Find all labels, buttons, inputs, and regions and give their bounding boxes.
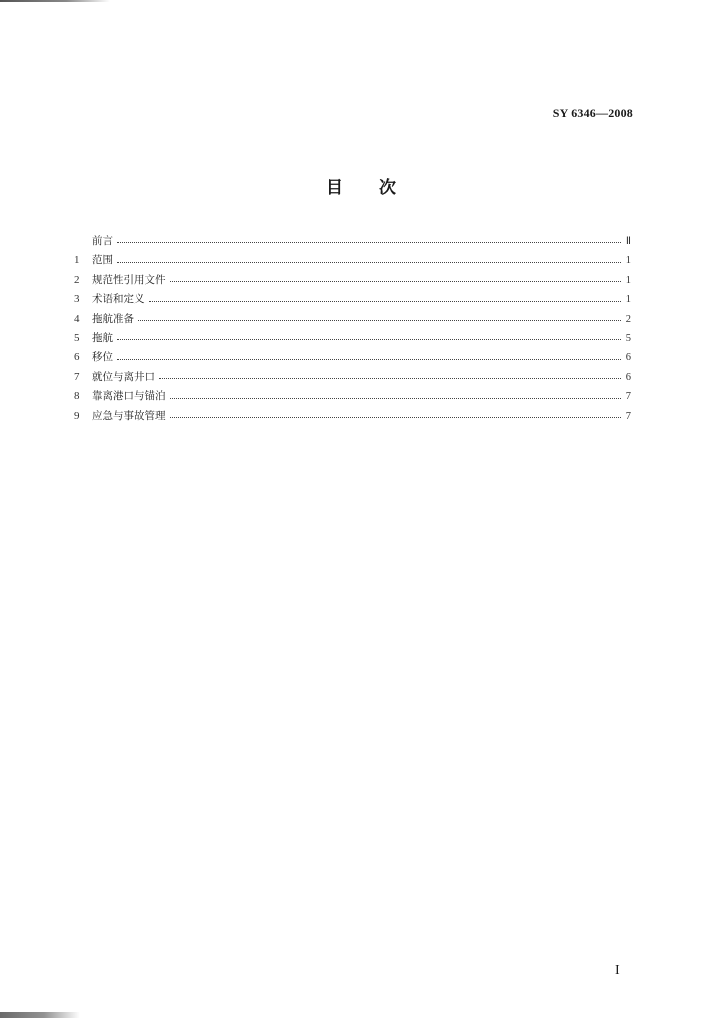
scan-artifact-top bbox=[0, 0, 110, 2]
dot-leader bbox=[170, 398, 622, 399]
toc-entry-page: 6 bbox=[625, 371, 631, 383]
dot-leader bbox=[159, 378, 621, 379]
toc-entry-port-anchoring[interactable] bbox=[74, 387, 631, 406]
toc-entry-title: 就位与离井口 bbox=[92, 370, 155, 383]
toc-entry-relocation[interactable] bbox=[74, 348, 631, 367]
dot-leader bbox=[117, 262, 621, 263]
toc-entry-page: 7 bbox=[625, 410, 631, 422]
toc-entry-number: 8 bbox=[74, 390, 80, 403]
toc-entry-towing-preparation[interactable] bbox=[74, 310, 631, 329]
toc-entry-page: 2 bbox=[625, 313, 631, 325]
document-code: SY 6346—2008 bbox=[552, 106, 633, 120]
scan-artifact-bottom bbox=[0, 1012, 80, 1018]
toc-entry-page: 1 bbox=[625, 255, 631, 267]
page-number: I bbox=[615, 963, 620, 978]
toc-entry-scope[interactable] bbox=[74, 251, 631, 270]
toc-entry-title: 应急与事故管理 bbox=[92, 409, 166, 422]
toc-entry-number: 7 bbox=[74, 370, 80, 383]
toc-entry-page: 6 bbox=[625, 352, 631, 364]
toc-entry-emergency-management[interactable] bbox=[74, 407, 631, 426]
table-of-contents bbox=[74, 232, 631, 426]
toc-entry-normative-references[interactable] bbox=[74, 271, 631, 290]
toc-entry-title: 拖航准备 bbox=[92, 312, 134, 325]
toc-entry-page: 7 bbox=[625, 391, 631, 403]
toc-entry-title: 移位 bbox=[92, 351, 113, 364]
toc-entry-towing[interactable] bbox=[74, 329, 631, 348]
toc-entry-page: Ⅱ bbox=[625, 236, 631, 247]
dot-leader bbox=[149, 301, 622, 302]
toc-entry-number: 9 bbox=[74, 409, 80, 422]
dot-leader bbox=[170, 281, 622, 282]
toc-entry-number: 3 bbox=[74, 293, 80, 306]
toc-entry-number: 6 bbox=[74, 351, 80, 364]
toc-entry-number: 2 bbox=[74, 273, 80, 286]
toc-entry-terms-definitions[interactable] bbox=[74, 290, 631, 309]
dot-leader bbox=[117, 242, 621, 243]
toc-entry-page: 1 bbox=[625, 294, 631, 306]
dot-leader bbox=[138, 320, 621, 321]
toc-entry-page: 1 bbox=[625, 274, 631, 286]
toc-entry-number: 1 bbox=[74, 254, 80, 267]
toc-entry-page: 5 bbox=[625, 332, 631, 344]
dot-leader bbox=[170, 417, 622, 418]
toc-entry-positioning[interactable] bbox=[74, 368, 631, 387]
toc-entry-foreword[interactable] bbox=[74, 232, 631, 251]
toc-entry-title: 术语和定义 bbox=[92, 293, 145, 306]
toc-entry-title: 规范性引用文件 bbox=[92, 273, 166, 286]
toc-entry-number: 5 bbox=[74, 331, 80, 344]
page-title: 目次 bbox=[326, 178, 432, 198]
toc-entry-title: 靠离港口与锚泊 bbox=[92, 390, 166, 403]
toc-entry-title: 拖航 bbox=[92, 331, 113, 344]
toc-entry-number: 4 bbox=[74, 312, 80, 325]
toc-entry-title: 前言 bbox=[92, 235, 113, 247]
toc-entry-title: 范围 bbox=[92, 254, 113, 267]
dot-leader bbox=[117, 339, 621, 340]
dot-leader bbox=[117, 359, 621, 360]
